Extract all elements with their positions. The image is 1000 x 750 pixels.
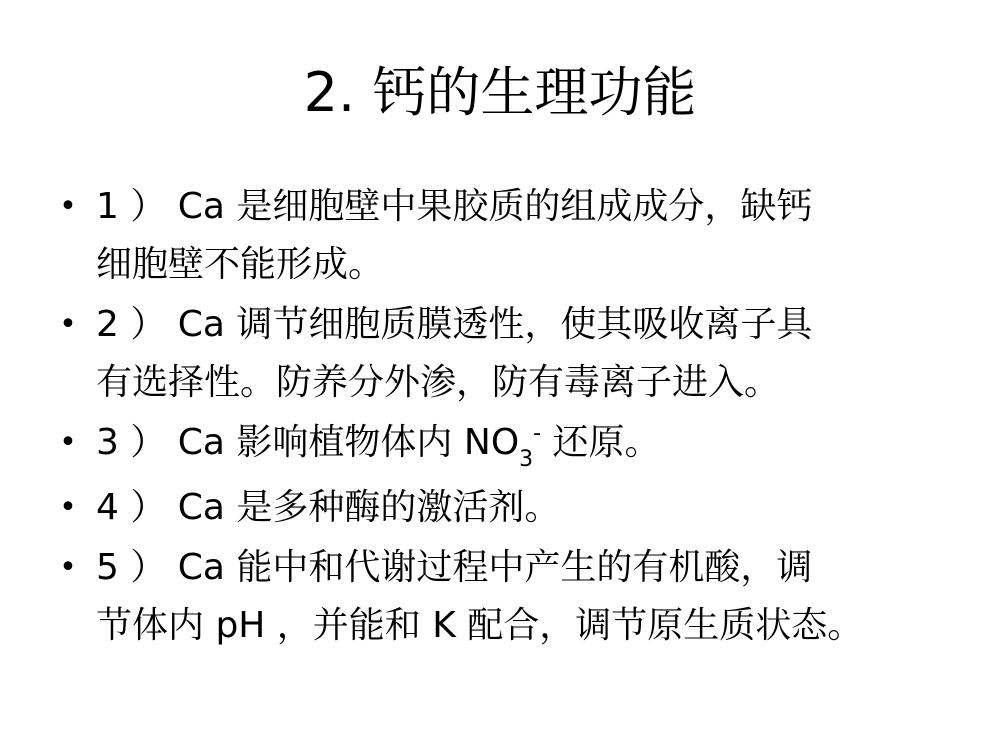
slide-title: 2. 钙的生理功能 [303,61,697,124]
formula-main: NO [463,422,520,463]
bullet-item-2 [56,296,986,412]
bullet-line: 5 ） Ca 能中和代谢过程中产生的有机酸，调 [96,547,813,588]
bullet-item-1 [56,178,986,294]
bullet-item-3 [56,414,986,477]
bullet-line: 节体内 pH ，并能和 K 配合，调节原生质状态。 [96,605,864,646]
bullet-dot-icon: • [59,550,77,585]
bullet-dot-icon: • [59,189,77,224]
bullet-item-4 [56,479,986,537]
bullet-line: 有选择性。防养分外渗，防有毒离子进入。 [96,362,781,403]
bullet-dot-icon: • [59,490,77,525]
bullet-item-5 [56,539,986,655]
formula-superscript: - [533,421,542,446]
bullet-line [96,414,986,477]
bullet-line: 4 ） Ca 是多种酶的激活剂。 [96,487,561,528]
bullet-line: 2 ） Ca 调节细胞质膜透性，使其吸收离子具 [96,304,813,345]
bullet-text-prefix: 3 ） Ca 影响植物体内 [96,422,464,463]
bullet-text-suffix: 还原。 [541,422,661,463]
nitrate-formula [463,421,542,472]
bullet-list [56,178,986,657]
bullet-line: 细胞壁不能形成。 [96,244,385,285]
bullet-dot-icon: • [59,425,77,460]
formula-subscript: 3 [519,447,534,472]
bullet-dot-icon: • [59,307,77,342]
bullet-line: 1 ） Ca 是细胞壁中果胶质的组成成分，缺钙 [96,186,813,227]
